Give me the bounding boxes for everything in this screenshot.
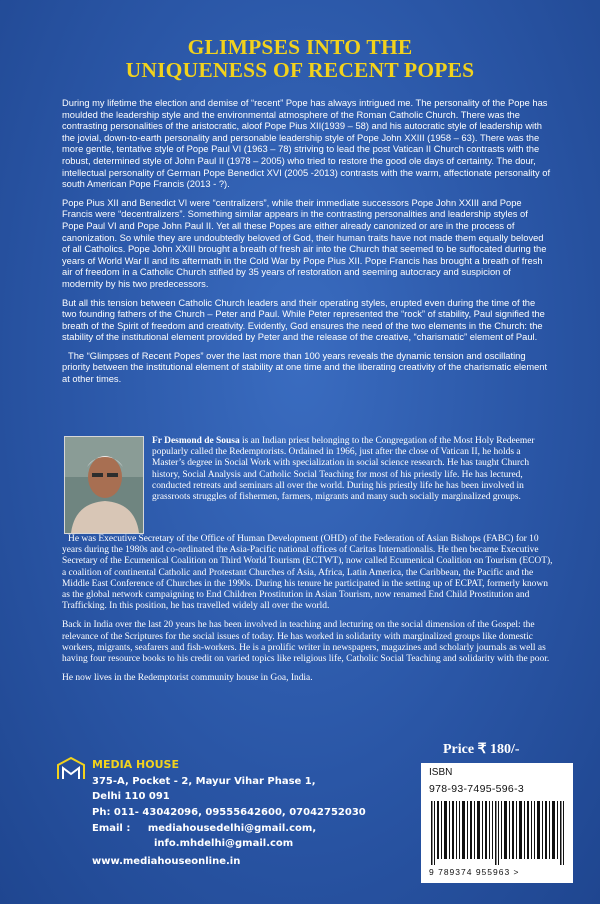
- intro-paragraph-1: During my lifetime the election and demise of “recent” Pope has always intrigued me. The personality of the Pope has moulded the leadership style and the environmental atmosphere of the Roman Catholic Church. There was the contrasting personalities of the aristocratic, aloof Pope Pius XII(1939 – 58) and his autocratic style of leadership with the jovial, down-to-earth personality and personable leadership style of Pope John XXIII (1958 – 63). There was the more gentle, tentative style of Pope Paul VI (1963 – 78) striving to lead the post Vatican II Church contrasts with the robust, determined style of John Paul II (1978 – 2005) who tried to restore the good ole days of certainty. The dour, intellectual personality of German Pope Benedict XVI (2005 -2013) contrasts with the warm, affectionate personality of south American Pope Francis (2013 - ?).: [62, 98, 551, 190]
- publisher-website[interactable]: www.mediahouseonline.in: [92, 856, 241, 867]
- book-title-line-2: UNIQUENESS OF RECENT POPES: [125, 58, 475, 82]
- bio-paragraph-3: Back in India over the last 20 years he has been involved in teaching and lecturing on the social dimension of the Gospel: the relevance of the Scriptures for the social issues of today. He has worked in solidarity with marginalized groups like domestic workers, migrants, seafarers and fish-workers. He is a prolific writer in newspapers, magazines and scholarly journals as well as having four resource books to his credit on varied topics like religious life, Catholic Social Teaching and solidarity with the poor.: [62, 620, 550, 665]
- barcode-icon: [429, 801, 567, 865]
- email-1[interactable]: mediahousedelhi@gmail.com,: [147, 823, 317, 834]
- intro-paragraph-2: Pope Pius XII and Benedict VI were “centralizers”, while their immediate successors Pope John XXIII and Pope Francis were “decentralizers”. Something similar appears in the contrasting personalities and leadership styles of Pope Paul VI and Pope John Paul II. Yet all these Popes are either already canonized or are in the process of canonization. So while they are undoubtedly beloved of God, their human traits have not made them equally beloved of all Catholics. Pope John XXIII brought a breath of fresh air into the Church that seemed to be suffocated during the years of World War II and its aftermath in the Cold War by Pope Pius XII. Pope Francis has brought a breath of fresh air of freedom in a Catholic Church stifled by 35 years of restoration and seeming autocracy and suspicion of modernity by his two predecessors.: [62, 197, 547, 289]
- publisher-name: MEDIA HOUSE: [92, 758, 179, 771]
- media-house-logo-icon: [56, 757, 86, 781]
- price-label: Price ₹ 180/-: [443, 742, 520, 757]
- isbn-barcode-box: [421, 763, 573, 883]
- publisher-email: [92, 822, 316, 837]
- publisher-address-1: 375-A, Pocket - 2, Mayur Vihar Phase 1,: [92, 776, 316, 787]
- publisher-address-2: Delhi 110 091: [92, 791, 170, 802]
- publisher-phone: Ph: 011- 43042096, 09555642600, 07042752030: [92, 807, 366, 818]
- intro-text: [62, 98, 552, 393]
- isbn-label: ISBN: [429, 767, 453, 778]
- intro-paragraph-3: But all this tension between Catholic Church leaders and their operating styles, erupted even during the time of the two founding fathers of the Church – Peter and Paul. While Peter represented the “rock” of stability, Paul signified the breath of the Spirit of freedom and creativity. Evidently, God ensures the need of the two elements in the Church: the stability of the institutional element provided by Peter and the release of the creative, “charismatic” element of Paul.: [62, 297, 545, 343]
- book-title: [0, 36, 600, 82]
- email-2[interactable]: info.mhdelhi@gmail.com: [154, 838, 294, 849]
- email-label: Email :: [92, 823, 131, 834]
- book-title-line-1: GLIMPSES INTO THE: [187, 35, 413, 59]
- bio-paragraph-2: He was Executive Secretary of the Office of Human Development (OHD) of the Federation of Asian Bishops (FABC) for 10 years during the 1980s and co-ordinated the Asia-Pacific national offices of Caritas Internationalis. He then became Executive Secretary of the Ecumenical Coalition on Third World Tourism (ECTWT), now called Ecumenical Coalition on Tourism (ECOT), a coalition of continental Catholic and Protestant Churches of Asia, Africa, Latin America, the Caribbean, the Pacific and the Middle East Conference of Churches in the 1990s. During his tenure he participated in the setting up of ECPAT, formerly known as the global network campaigning to End Children Prostitution in Asian Tourism, now renamed End Child Prostitution and Trafficking. In this position, he has travelled widely all over the world.: [62, 534, 553, 612]
- author-name: Fr Desmond de Sousa: [152, 436, 240, 446]
- author-bio: [62, 436, 554, 692]
- bio-paragraph-4: He now lives in the Redemptorist community house in Goa, India.: [62, 673, 313, 684]
- intro-paragraph-4: The “Glimpses of Recent Popes” over the last more than 100 years reveals the dynamic tension and oscillating priority between the institutional element of stability at one time and the liberating creativity of the charismatic element at other times.: [62, 350, 548, 385]
- barcode-digits: 9 789374 955963 >: [429, 867, 520, 877]
- isbn-number: 978-93-7495-596-3: [429, 783, 525, 795]
- bio-paragraph-1: Fr Desmond de Sousa is an Indian priest belonging to the Congregation of the Most Holy Redeemer popularly called the Redemptorists. Ordained in 1966, just after the close of Vatican II, he holds a Master’s degree in Social Work with specialization in social science research. He has taught Church history, Social Analysis and Catholic Social Teaching for most of his priestly life. He has lectured, conducted retreats and seminars all over the world. During his priestly life he has been involved in grassroots struggles of fishermen, farmers, migrants and many such socially marginalized groups.: [152, 436, 535, 503]
